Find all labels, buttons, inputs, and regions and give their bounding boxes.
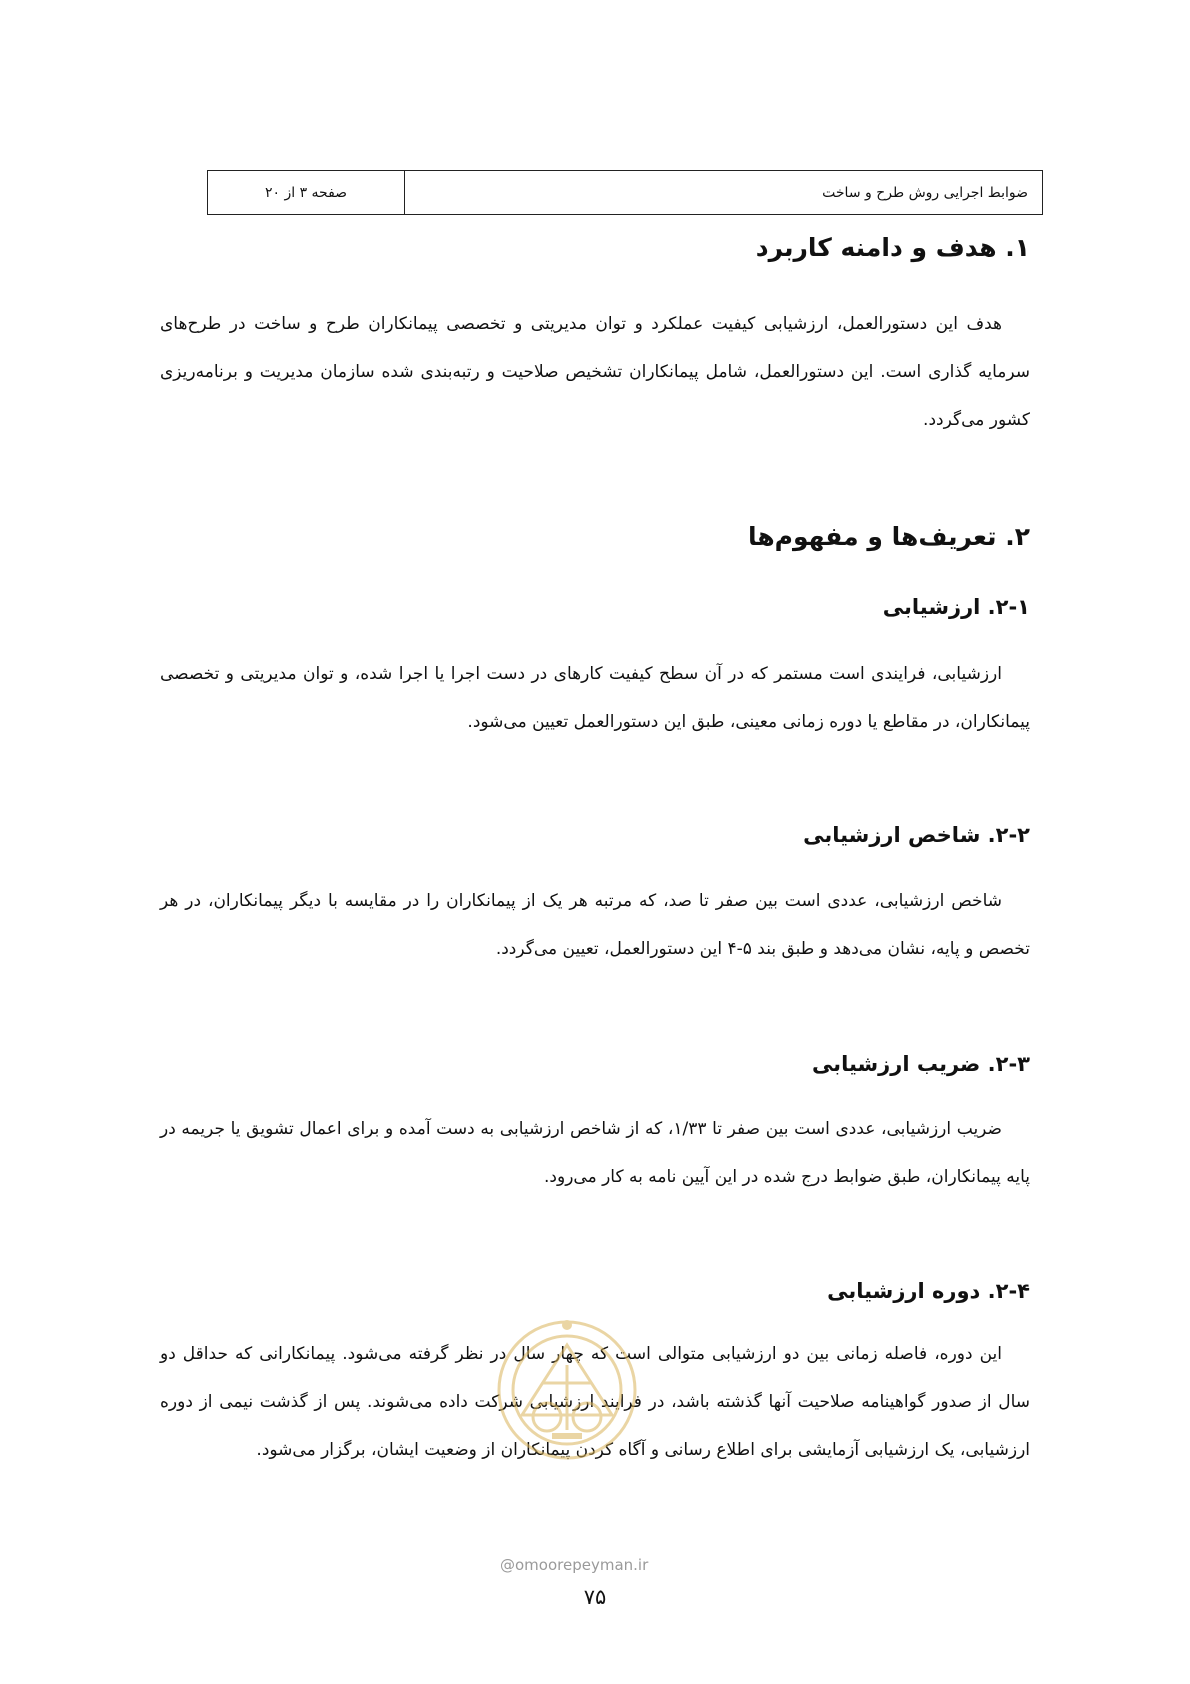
- section-2-1-paragraph: ارزشیابی، فرایندی است مستمر که در آن سطح کیفیت کارهای در دست اجرا یا اجرا شده، و توان مدیریتی و تخصصی پیمانکاران، در مقاطع یا دوره زمانی معینی، طبق این دستورالعمل تعیین می‌شود.: [160, 664, 1030, 732]
- watermark-url: [500, 1556, 648, 1574]
- section-2-2-paragraph: شاخص ارزشیابی، عددی است بین صفر تا صد، که مرتبه هر یک از پیمانکاران را در مقایسه با دیگر پیمانکاران، در هر تخصص و پایه، نشان می‌دهد و طبق بند ۵-۴ این دستورالعمل، تعیین می‌گردد.: [160, 891, 1030, 959]
- page-header-table: [207, 170, 1043, 215]
- document-title: ضوابط اجرایی روش طرح و ساخت: [822, 184, 1028, 201]
- section-2-1-heading: ۲-۱. ارزشیابی: [882, 595, 1030, 619]
- section-1-heading: ۱. هدف و دامنه کاربرد: [755, 233, 1030, 262]
- section-1-paragraph: هدف این دستورالعمل، ارزشیابی کیفیت عملکرد و توان مدیریتی و تخصصی پیمانکاران طرح و ساخت در طرح‌های سرمایه گذاری است. این دستورالعمل، شامل پیمانکاران تشخیص صلاحیت و رتبه‌بندی شده سازمان مدیریت و برنامه‌ریزی کشور می‌گردد.: [160, 314, 1030, 430]
- at-icon: @: [500, 1556, 515, 1574]
- watermark-url-text: omoorepeyman.ir: [515, 1556, 649, 1574]
- page-info: صفحه ۳ از ۲۰: [208, 171, 405, 214]
- page-number: ۷۵: [583, 1585, 607, 1609]
- section-2-4-paragraph: این دوره، فاصله زمانی بین دو ارزشیابی متوالی است که چهار سال در نظر گرفته می‌شود. پیمانکارانی که حداقل دو سال از صدور گواهینامه صلاحیت آنها گذشته باشد، در فرایند ارزشیابی شرکت داده می‌شوند. پس از گذشت نیمی از دوره ارزشیابی، یک ارزشیابی آزمایشی برای اطلاع رسانی و آگاه کردن پیمانکاران از وضعیت ایشان، برگزار می‌شود.: [160, 1344, 1030, 1460]
- section-2-heading: ۲. تعریف‌ها و مفهوم‌ها: [747, 522, 1030, 551]
- section-2-3-heading: ۲-۳. ضریب ارزشیابی: [811, 1052, 1030, 1076]
- section-2-3-paragraph: ضریب ارزشیابی، عددی است بین صفر تا ۱/۳۳، که از شاخص ارزشیابی به دست آمده و برای اعمال تشویق یا جریمه در پایه پیمانکاران، طبق ضوابط درج شده در این آیین نامه به کار می‌رود.: [160, 1119, 1030, 1187]
- section-2-2-heading: ۲-۲. شاخص ارزشیابی: [803, 823, 1030, 847]
- section-2-4-heading: ۲-۴. دوره ارزشیابی: [827, 1279, 1030, 1303]
